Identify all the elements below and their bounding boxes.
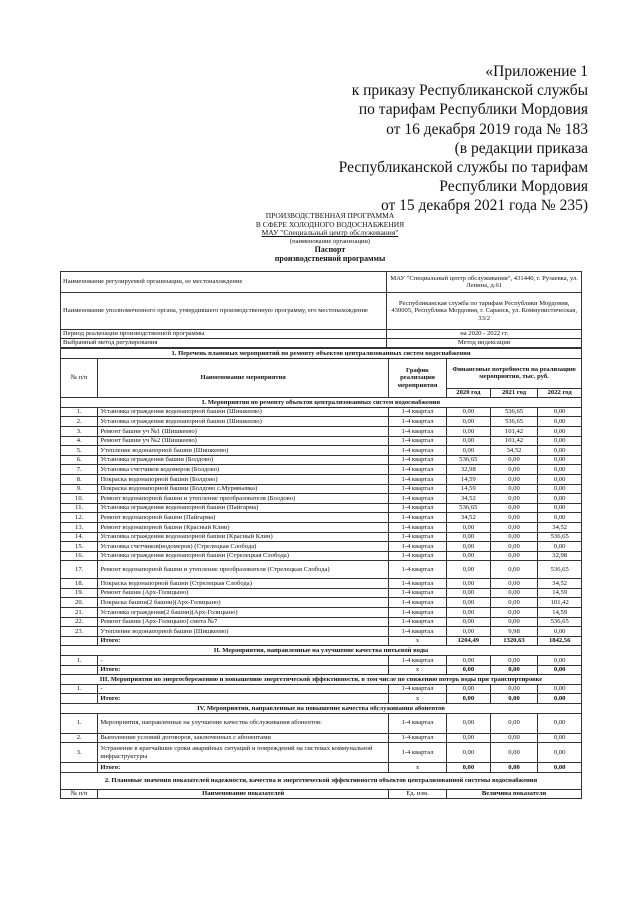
row-2020: 34,52: [447, 513, 491, 523]
appendix-header: [258, 62, 588, 216]
row-2021: 0,00: [490, 598, 538, 608]
activities-table: [60, 348, 582, 799]
row-name: -: [98, 656, 389, 666]
row-2020: 0,00: [447, 579, 491, 589]
passport-value: Метод индексации: [387, 339, 582, 348]
row-2020: 0,00: [447, 656, 491, 666]
row-schedule: 1-4 квартал: [388, 588, 446, 598]
row-schedule: 1-4 квартал: [388, 513, 446, 523]
row-2020: 14,59: [447, 474, 491, 484]
passport-heading: Паспорт: [314, 245, 346, 255]
total-label: Итого:: [98, 665, 389, 675]
passport-label: Наименование уполномоченного органа, утвердившего производственную программу, его местонахождение: [61, 293, 387, 330]
row-number: 10.: [61, 494, 98, 504]
row-schedule: 1-4 квартал: [388, 733, 446, 743]
table-row: [61, 579, 582, 589]
row-2022: 0,00: [538, 484, 582, 494]
table-row: [61, 407, 582, 417]
row-2021: 0,00: [490, 579, 538, 589]
row-name: Установка ограждения водонапорной башни (Стрелецкая Слобода): [98, 551, 389, 561]
row-2021: 536,65: [490, 407, 538, 417]
table-row: [61, 542, 582, 552]
row-2020: 0,00: [447, 522, 491, 532]
row-number: 1.: [61, 407, 98, 417]
row-2020: 0,00: [447, 598, 491, 608]
row-2021: 0,00: [490, 465, 538, 475]
row-2022: 0,00: [538, 426, 582, 436]
passport-label: Период реализации производственной программы: [61, 330, 387, 339]
row-2020: 0,00: [447, 417, 491, 427]
row-2022: 0,00: [538, 465, 582, 475]
table-row: [61, 608, 582, 618]
section-title: 2. Плановые значения показателей надежности, качества и энергетической эффективности объектов централизованной системы водоснабжения: [61, 772, 582, 789]
row-2021: 0,00: [490, 551, 538, 561]
row-number: 1.: [61, 684, 98, 694]
total-2022: 0,00: [538, 665, 582, 675]
row-2020: 0,00: [447, 588, 491, 598]
table-row: [61, 446, 582, 456]
row-2022: 0,00: [538, 733, 582, 743]
row-number: 21.: [61, 608, 98, 618]
total-2021: 0,00: [490, 763, 538, 773]
row-2022: 0,00: [538, 542, 582, 552]
col-indicator-header: Наименование показателей: [98, 789, 389, 799]
table-row: [61, 436, 582, 446]
row-2021: 0,00: [490, 513, 538, 523]
row-name: Покраска башни(2 башни)(Арх-Голицыно): [98, 598, 389, 608]
row-2021: 0,00: [490, 656, 538, 666]
row-number: 17.: [61, 561, 98, 579]
appendix-header-line: от 15 декабря 2021 года № 235): [380, 197, 588, 215]
total-2020: 0,00: [447, 665, 491, 675]
passport-value: на 2020 - 2022 гг.: [387, 330, 582, 339]
row-2022: 536,65: [538, 561, 582, 579]
row-number: 3.: [61, 743, 98, 763]
row-2020: 0,00: [447, 542, 491, 552]
table-row: [61, 598, 582, 608]
appendix-header-line: к приказу Республиканской службы: [351, 82, 588, 100]
row-name: Ремонт башни (Арх-Голицыно): [98, 588, 389, 598]
total-2021: 1320,63: [490, 636, 538, 646]
row-2020: 0,00: [447, 407, 491, 417]
appendix-header-line: от 16 декабря 2019 года № 183: [386, 120, 588, 138]
table-row: [61, 561, 582, 579]
row-schedule: 1-4 квартал: [388, 743, 446, 763]
table-row: [61, 513, 582, 523]
total-num-cell: [61, 636, 98, 646]
row-2022: 0,00: [538, 455, 582, 465]
row-2022: 0,00: [538, 446, 582, 456]
table-row: [61, 532, 582, 542]
row-2021: 0,00: [490, 474, 538, 484]
group-title: IV. Мероприятия, направленные на повышение качества обслуживания абонентов: [61, 704, 582, 714]
row-number: 8.: [61, 474, 98, 484]
row-schedule: 1-4 квартал: [388, 627, 446, 637]
row-number: 18.: [61, 579, 98, 589]
row-2021: 9,98: [490, 627, 538, 637]
row-name: Установка счетчиков(водомеров) (Стрелецкая Слобода): [98, 542, 389, 552]
table-row: [61, 426, 582, 436]
row-schedule: 1-4 квартал: [388, 465, 446, 475]
col-num-header: № п/п: [61, 789, 98, 799]
row-schedule: 1-4 квартал: [388, 713, 446, 733]
row-schedule: 1-4 квартал: [388, 608, 446, 618]
col-name-header: Наименование мероприятия: [98, 358, 389, 398]
table-row: [61, 522, 582, 532]
col-finance-header: Финансовые потребности на реализацию мероприятия, тыс. руб.: [447, 358, 582, 388]
row-2020: 0,00: [447, 608, 491, 618]
row-2022: 0,00: [538, 503, 582, 513]
row-2020: 0,00: [447, 446, 491, 456]
total-2021: 0,00: [490, 694, 538, 704]
row-2020: 0,00: [447, 561, 491, 579]
row-2022: 0,00: [538, 436, 582, 446]
row-2022: 0,00: [538, 513, 582, 523]
row-number: 2.: [61, 733, 98, 743]
row-2020: 0,00: [447, 617, 491, 627]
appendix-header-line: (в редакции приказа: [454, 139, 588, 157]
row-name: Ремонт водонапорной башни (Пайгарма): [98, 513, 389, 523]
row-name: Покраска водонапорной башни (Болдово): [98, 474, 389, 484]
row-name: Установка ограждения водонапорной башни (Красный Клин): [98, 532, 389, 542]
organization-name: МАУ "Специальный центр обслуживания": [261, 228, 399, 238]
row-2022: 0,00: [538, 743, 582, 763]
col-num-header: № п/п: [61, 358, 98, 398]
table-row: [61, 743, 582, 763]
total-2020: 1204,49: [447, 636, 491, 646]
total-label: Итого:: [98, 763, 389, 773]
row-2021: 0,00: [490, 608, 538, 618]
row-name: Мероприятия, направленные на улучшение качества обслуживания абонентов:: [98, 713, 389, 733]
row-2020: 0,00: [447, 551, 491, 561]
row-name: Устранение в кратчайшие сроки аварийных ситуаций и повреждений на системах коммунальной инфраструктуры: [98, 743, 389, 763]
row-name: Ремонт башни уч №1 (Шишкеево): [98, 426, 389, 436]
table-row: [61, 588, 582, 598]
table-row: [61, 713, 582, 733]
total-schedule: x: [388, 694, 446, 704]
row-name: Выполнение условий договоров, заключенных с абонентами: [98, 733, 389, 743]
col-unit-header: Ед. изм.: [388, 789, 446, 799]
table-row: [61, 465, 582, 475]
row-schedule: 1-4 квартал: [388, 417, 446, 427]
row-name: Установка ограждения водонапорной башни (Шишкеево): [98, 417, 389, 427]
group-title: II. Мероприятия, направленные на улучшение качества питьевой воды: [61, 646, 582, 656]
passport-label: Выбранный метод регулирования: [61, 339, 387, 348]
passport-value: Республиканская служба по тарифам Республики Мордовия, 430005, Республика Мордовия, г. Саранск, ул. Коммунистическая, 33/2: [387, 293, 582, 330]
row-2020: 32,98: [447, 465, 491, 475]
row-number: 20.: [61, 598, 98, 608]
appendix-header-line: Республики Мордовия: [439, 178, 588, 196]
row-2022: 0,00: [538, 494, 582, 504]
row-2022: 0,00: [538, 407, 582, 417]
row-2021: 0,00: [490, 617, 538, 627]
row-number: 11.: [61, 503, 98, 513]
total-num-cell: [61, 763, 98, 773]
row-schedule: 1-4 квартал: [388, 484, 446, 494]
table-row: [61, 417, 582, 427]
total-2021: 0,00: [490, 665, 538, 675]
row-name: Ремонт водонапорной башни и утепление преобразователя (Болдово): [98, 494, 389, 504]
row-2021: 0,00: [490, 455, 538, 465]
program-title-line2: В СФЕРЕ ХОЛОДНОГО ВОДОСНАБЖЕНИЯ: [255, 219, 405, 229]
row-2020: 0,00: [447, 436, 491, 446]
row-2022: 0,00: [538, 627, 582, 637]
row-schedule: 1-4 квартал: [388, 598, 446, 608]
appendix-header-line: «Приложение 1: [485, 63, 588, 80]
row-schedule: 1-4 квартал: [388, 446, 446, 456]
row-2021: 0,00: [490, 532, 538, 542]
row-number: 14.: [61, 532, 98, 542]
row-2022: 34,52: [538, 522, 582, 532]
row-schedule: 1-4 квартал: [388, 426, 446, 436]
appendix-header-line: Республиканской службы по тарифам: [338, 159, 588, 177]
total-schedule: x: [388, 665, 446, 675]
row-2020: 0,00: [447, 733, 491, 743]
row-2021: 0,00: [490, 494, 538, 504]
passport-value: МАУ "Специальный центр обслуживания", 431440, г. Рузаевка, ул. Ленина, д.61: [387, 272, 582, 293]
row-2020: 536,65: [447, 455, 491, 465]
row-2021: 0,00: [490, 484, 538, 494]
row-schedule: 1-4 квартал: [388, 455, 446, 465]
row-schedule: 1-4 квартал: [388, 436, 446, 446]
row-name: Ремонт водонапорной башни и утепление преобразователя (Стрелецкая Слобода): [98, 561, 389, 579]
row-number: 19.: [61, 588, 98, 598]
passport-label: Наименование регулируемой организации, ее местонахождение: [61, 272, 387, 293]
row-2020: 34,52: [447, 494, 491, 504]
total-schedule: x: [388, 763, 446, 773]
table-row: [61, 484, 582, 494]
row-name: Установка ограждения водонапорной башни (Шишкеево): [98, 407, 389, 417]
table-row: [61, 733, 582, 743]
row-number: 2.: [61, 417, 98, 427]
col-2022-header: 2022 год: [538, 388, 582, 398]
row-number: 23.: [61, 627, 98, 637]
row-2021: 0,00: [490, 503, 538, 513]
col-schedule-header: График реализации мероприятия: [388, 358, 446, 398]
row-2020: 0,00: [447, 532, 491, 542]
row-2021: 0,00: [490, 542, 538, 552]
row-number: 4.: [61, 436, 98, 446]
row-name: Утепление водонапорной башни (Шишкеево): [98, 627, 389, 637]
row-schedule: 1-4 квартал: [388, 522, 446, 532]
table-row: [61, 503, 582, 513]
total-num-cell: [61, 694, 98, 704]
table-row: [61, 494, 582, 504]
table-row: [61, 617, 582, 627]
row-2021: 101,42: [490, 426, 538, 436]
row-number: 6.: [61, 455, 98, 465]
row-schedule: 1-4 квартал: [388, 407, 446, 417]
row-schedule: 1-4 квартал: [388, 532, 446, 542]
row-number: 13.: [61, 522, 98, 532]
table-row: [61, 551, 582, 561]
row-number: 16.: [61, 551, 98, 561]
row-name: Покраска водонапорной башни (Болдово с.Мурявьевка): [98, 484, 389, 494]
row-number: 15.: [61, 542, 98, 552]
row-schedule: 1-4 квартал: [388, 617, 446, 627]
row-2022: 0,00: [538, 417, 582, 427]
row-2021: 0,00: [490, 522, 538, 532]
row-2020: 0,00: [447, 713, 491, 733]
row-number: 9.: [61, 484, 98, 494]
table-row: [61, 455, 582, 465]
section-title: 1. Перечень плановых мероприятий по ремонту объектов централизованных систем водоснабжения: [61, 349, 582, 359]
total-schedule: x: [388, 636, 446, 646]
row-2020: 0,00: [447, 426, 491, 436]
row-2021: 536,65: [490, 417, 538, 427]
appendix-header-line: по тарифам Республики Мордовия: [358, 101, 588, 119]
row-schedule: 1-4 квартал: [388, 684, 446, 694]
row-schedule: 1-4 квартал: [388, 579, 446, 589]
row-2021: 0,00: [490, 684, 538, 694]
program-title-line1: ПРОИЗВОДСТВЕННАЯ ПРОГРАММА: [265, 211, 395, 220]
row-2020: 0,00: [447, 627, 491, 637]
row-number: 1.: [61, 713, 98, 733]
program-title: [200, 212, 460, 264]
row-schedule: 1-4 квартал: [388, 494, 446, 504]
row-number: 1.: [61, 656, 98, 666]
group-title: I. Мероприятия по ремонту объектов централизованных систем водоснабжения: [61, 398, 582, 408]
col-2021-header: 2021 год: [490, 388, 538, 398]
row-2022: 14,59: [538, 588, 582, 598]
group-title: III. Мероприятия по энергосбережению и повышению энергетической эффективности, в том числе по снижению потерь воды при транспортировке: [61, 675, 582, 685]
row-name: Покраска водонапорной башни (Стрелецкая Слобода): [98, 579, 389, 589]
row-number: 12.: [61, 513, 98, 523]
row-2021: 0,00: [490, 713, 538, 733]
row-2022: 536,65: [538, 532, 582, 542]
row-2021: 0,00: [490, 588, 538, 598]
row-2022: 14,59: [538, 608, 582, 618]
row-schedule: 1-4 квартал: [388, 561, 446, 579]
row-2022: 0,00: [538, 684, 582, 694]
col-2020-header: 2020 год: [447, 388, 491, 398]
row-name: Установка счетчиков водомеров (Болдово): [98, 465, 389, 475]
row-schedule: 1-4 квартал: [388, 656, 446, 666]
row-2022: 0,00: [538, 474, 582, 484]
row-2022: 536,65: [538, 617, 582, 627]
row-schedule: 1-4 квартал: [388, 551, 446, 561]
passport-subheading: производственной программы: [274, 253, 386, 263]
row-name: Ремонт башни (Арх-Голицыно) смета №7: [98, 617, 389, 627]
row-2022: 32,98: [538, 551, 582, 561]
total-num-cell: [61, 665, 98, 675]
row-number: 22.: [61, 617, 98, 627]
row-2020: 536,65: [447, 503, 491, 513]
row-number: 5.: [61, 446, 98, 456]
row-name: Ремонт водонапорной башни (Красный Клин): [98, 522, 389, 532]
total-2022: 0,00: [538, 763, 582, 773]
row-2021: 0,00: [490, 733, 538, 743]
total-label: Итого:: [98, 694, 389, 704]
row-2022: 0,00: [538, 656, 582, 666]
row-2022: 34,52: [538, 579, 582, 589]
row-name: Утепление водонапорной башни (Шишкеево): [98, 446, 389, 456]
table-row: [61, 474, 582, 484]
row-2020: 0,00: [447, 743, 491, 763]
row-2021: 0,00: [490, 743, 538, 763]
col-value-header: Величина показателя: [447, 789, 582, 799]
row-2021: 34,52: [490, 446, 538, 456]
row-number: 3.: [61, 426, 98, 436]
total-2020: 0,00: [447, 694, 491, 704]
table-row: [61, 684, 582, 694]
organization-caption: (наименование организации): [289, 237, 371, 245]
row-2020: 14,59: [447, 484, 491, 494]
row-2022: 0,00: [538, 713, 582, 733]
row-2021: 101,42: [490, 436, 538, 446]
row-number: 7.: [61, 465, 98, 475]
passport-table: [60, 271, 582, 348]
row-2022: 101,42: [538, 598, 582, 608]
row-name: Установка ограждения водонапорной башни (Пайгарма): [98, 503, 389, 513]
row-2020: 0,00: [447, 684, 491, 694]
row-name: Ремонт башни уч №2 (Шишкеево): [98, 436, 389, 446]
total-label: Итого:: [98, 636, 389, 646]
total-2022: 1842,56: [538, 636, 582, 646]
total-2022: 0,00: [538, 694, 582, 704]
row-schedule: 1-4 квартал: [388, 542, 446, 552]
row-schedule: 1-4 квартал: [388, 503, 446, 513]
total-2020: 0,00: [447, 763, 491, 773]
row-schedule: 1-4 квартал: [388, 474, 446, 484]
table-row: [61, 656, 582, 666]
table-row: [61, 627, 582, 637]
row-name: Установка ограждения башни (Болдово): [98, 455, 389, 465]
row-name: -: [98, 684, 389, 694]
row-2021: 0,00: [490, 561, 538, 579]
row-name: Установка ограждения(2 башни)(Арх-Голицыно): [98, 608, 389, 618]
